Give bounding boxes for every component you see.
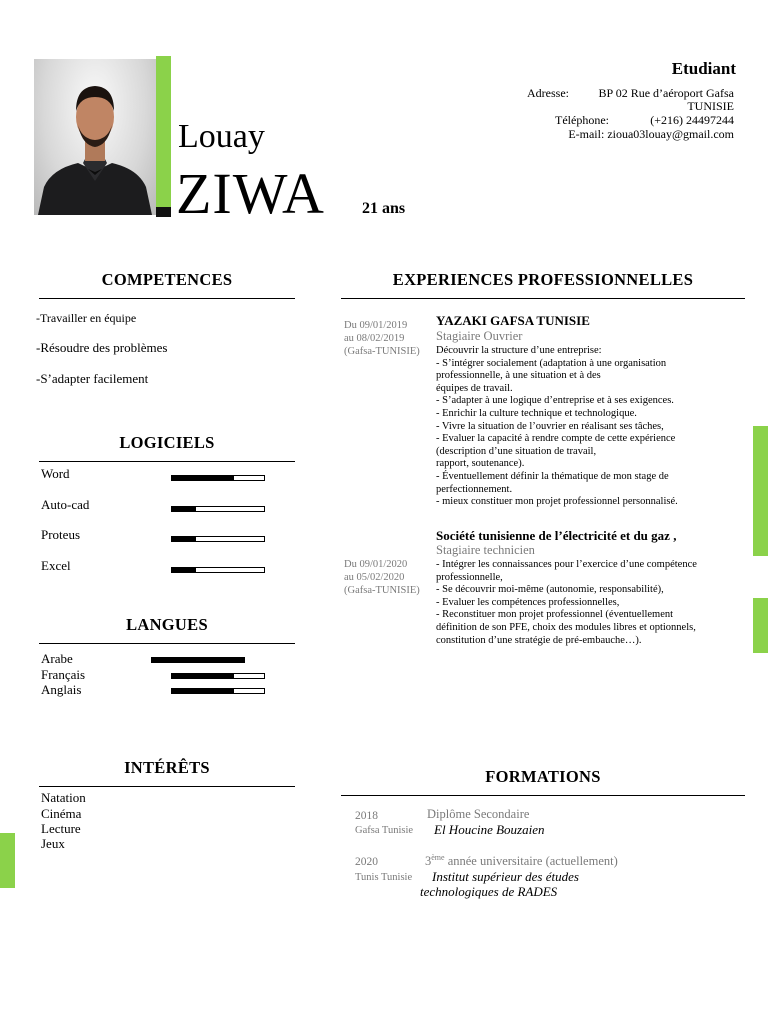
profile-photo: [34, 59, 156, 215]
software-level-fill: [172, 507, 196, 511]
language-name: Arabe: [41, 651, 73, 666]
exp-description-line: rapport, soutenance).: [436, 458, 525, 470]
accent-bar-right-2: [753, 598, 768, 653]
accent-bar-left: [0, 833, 15, 888]
role-title: Etudiant: [671, 59, 736, 78]
formation-location: Gafsa Tunisie: [355, 825, 414, 836]
last-name: ZIWA: [176, 161, 325, 226]
exp-description-line: - Reconstituer mon projet professionnel (éventuellement: [436, 609, 674, 621]
exp-description-line: professionnelle, à une situation et à des: [436, 370, 601, 382]
accent-bar-right-1: [753, 426, 768, 556]
formation-year: 2020: [355, 856, 378, 868]
exp-location: (Gafsa-TUNISIE): [344, 585, 420, 596]
software-name: Excel: [41, 558, 71, 573]
exp-position: Stagiaire Ouvrier: [436, 329, 523, 343]
software-name: Proteus: [41, 527, 80, 542]
accent-bar-dark: [156, 207, 171, 217]
language-level-bar: [171, 688, 265, 694]
exp-date-end: au 08/02/2019: [344, 333, 405, 344]
language-level-bar: [151, 657, 245, 663]
language-level-fill: [172, 674, 234, 678]
logiciels-heading: LOGICIELS: [39, 433, 295, 462]
address-label: Adresse:: [527, 86, 569, 100]
language-level-fill: [172, 689, 234, 693]
competence-item: -Travailler en équipe: [36, 311, 137, 325]
competence-item: -Résoudre des problèmes: [36, 340, 168, 355]
interest-item: Lecture: [41, 821, 81, 836]
exp-description-line: - S’adapter à une logique d’entreprise et à ses exigences.: [436, 395, 674, 407]
interest-item: Jeux: [41, 836, 65, 851]
formation-school: El Houcine Bouzaien: [434, 822, 545, 837]
exp-description-line: - S’intégrer socialement (adaptation à une organisation: [436, 357, 667, 369]
address-line2: TUNISIE: [687, 99, 734, 113]
language-level-fill: [152, 658, 244, 662]
exp-company: Société tunisienne de l’électricité et du gaz ,: [436, 528, 677, 543]
phone-value: (+216) 24497244: [650, 113, 734, 127]
exp-description-line: équipes de travail.: [436, 382, 513, 394]
formation-year: 2018: [355, 810, 378, 822]
exp-description-line: - Éventuellement définir la thématique de mon stage de: [436, 470, 669, 482]
email-row: [568, 127, 734, 141]
formation-location: Tunis Tunisie: [355, 872, 413, 883]
exp-description-line: perfectionnement.: [436, 483, 513, 495]
exp-description: [436, 345, 678, 509]
competence-item: -S’adapter facilement: [36, 371, 149, 386]
software-name: Auto-cad: [41, 497, 90, 512]
language-name: Anglais: [41, 682, 82, 697]
formations-heading: FORMATIONS: [341, 767, 745, 796]
competences-heading: COMPETENCES: [39, 270, 295, 299]
software-name: Word: [41, 466, 70, 481]
phone-label: Téléphone:: [555, 113, 609, 127]
exp-description-line: - Enrichir la culture technique et technologique.: [436, 407, 637, 419]
exp-description-line: - mieux constituer mon projet professionnel personnalisé.: [436, 496, 678, 508]
interest-item: Natation: [41, 790, 86, 805]
exp-description-line: - Intégrer les connaissances pour l’exercice d’une compétence: [436, 559, 697, 570]
formation-diploma: 3ème année universitaire (actuellement): [425, 853, 618, 869]
exp-location: (Gafsa-TUNISIE): [344, 346, 420, 357]
software-level-bar: [171, 567, 265, 573]
exp-description-line: définition de son PFE, choix des modules libres et optionnels,: [436, 621, 696, 633]
age: 21 ans: [362, 200, 406, 217]
exp-position: Stagiaire technicien: [436, 543, 535, 557]
email-label: E-mail:: [568, 127, 605, 141]
language-level-bar: [171, 673, 265, 679]
exp-date-start: Du 09/01/2019: [344, 320, 408, 331]
software-level-fill: [172, 476, 234, 480]
software-level-fill: [172, 537, 196, 541]
exp-description-line: constitution d’une stratégie de pré-embauche…).: [436, 634, 642, 646]
exp-description: [436, 559, 697, 647]
experiences-heading: EXPERIENCES PROFESSIONNELLES: [341, 270, 745, 299]
address-line1: BP 02 Rue d’aéroport Gafsa: [598, 86, 734, 100]
first-name: Louay: [178, 118, 265, 155]
exp-description-line: - Se découvrir moi-même (autonomie, responsabilité),: [436, 584, 664, 596]
exp-company: YAZAKI GAFSA TUNISIE: [436, 313, 590, 328]
exp-date-start: Du 09/01/2020: [344, 559, 408, 570]
exp-description-line: - Evaluer les compétences professionnelles,: [436, 596, 620, 608]
interets-heading: INTÉRÊTS: [39, 758, 295, 787]
formation-school: Institut supérieur des études: [432, 869, 579, 884]
software-level-fill: [172, 568, 196, 572]
software-level-bar: [171, 506, 265, 512]
software-level-bar: [171, 475, 265, 481]
exp-description-line: (description d’une situation de travail,: [436, 445, 597, 457]
langues-heading: LANGUES: [39, 615, 295, 644]
exp-date-end: au 05/02/2020: [344, 572, 405, 583]
language-name: Français: [41, 667, 86, 682]
accent-bar-photo: [156, 56, 171, 217]
formation-school-line2: technologiques de RADES: [420, 884, 558, 899]
exp-description-line: - Vivre la situation de l’ouvrier en réalisant ses tâches,: [436, 420, 664, 432]
exp-description-line: professionnelle,: [436, 571, 503, 583]
formation-diploma: Diplôme Secondaire: [427, 807, 530, 821]
exp-description-line: Découvrir la structure d’une entreprise:: [436, 345, 602, 356]
email-link[interactable]: zioua03louay@gmail.com: [607, 127, 734, 141]
interest-item: Cinéma: [41, 806, 82, 821]
exp-description-line: - Evaluer la capacité à rendre compte de cette expérience: [436, 433, 676, 445]
software-level-bar: [171, 536, 265, 542]
